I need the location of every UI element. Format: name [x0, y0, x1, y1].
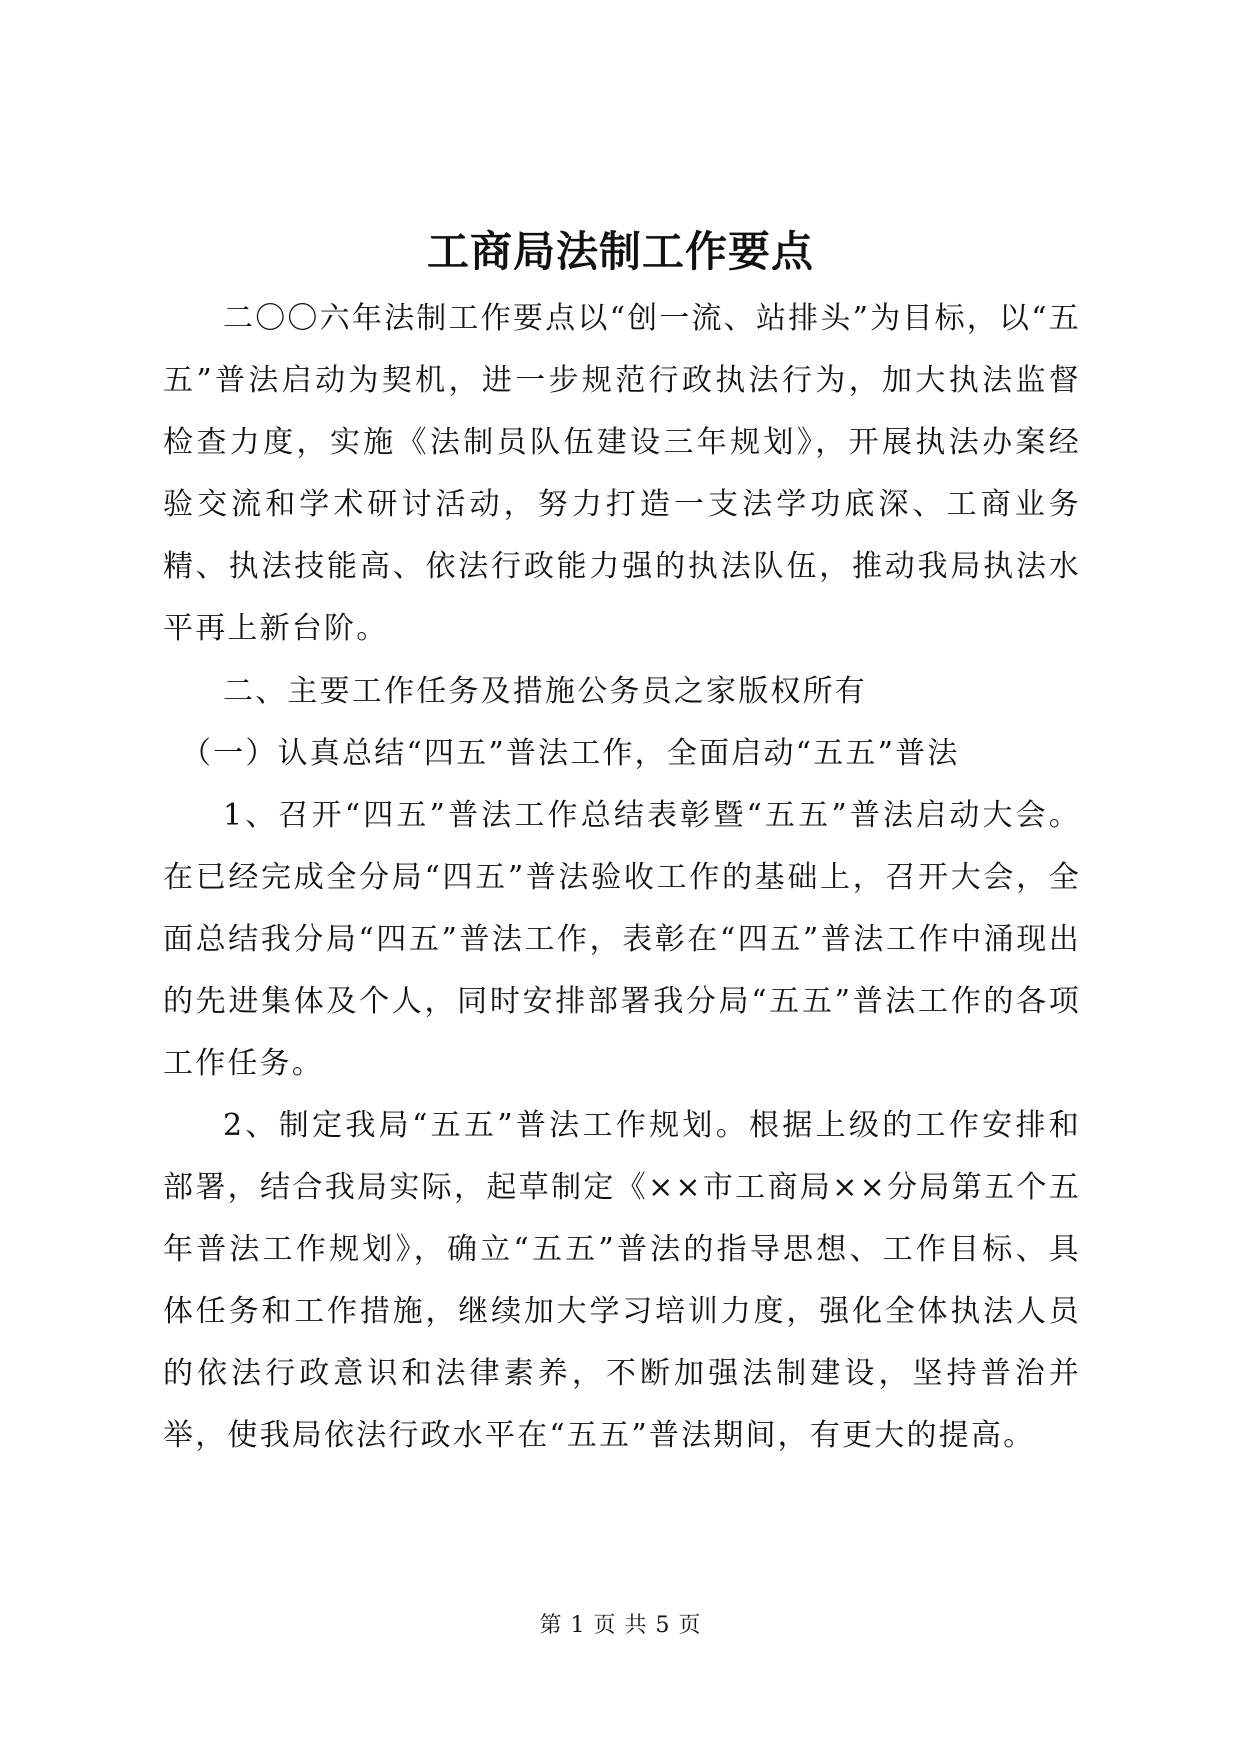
page-number-footer: 第 1 页 共 5 页 — [539, 1613, 702, 1638]
section-heading: 二、主要工作任务及措施公务员之家版权所有 — [223, 674, 867, 709]
item-paragraph-2: 2、制定我局“五五”普法工作规划。根据上级的工作安排和部署，结合我局实际，起草制定《××市工商局××分局第五个五年普法工作规划》，确立“五五”普法的指导思想、工作目标、具体任务和工作措施，继续加大学习培训力度，强化全体执法人员的依法行政意识和法律素养，不断加强法制建设，坚持普治并举，使我局依法行政水平在“五五”普法期间，有更大的提高。 — [163, 1108, 1081, 1453]
subsection-heading: （一）认真总结“四五”普法工作，全面启动“五五”普法 — [181, 736, 960, 771]
intro-paragraph: 二〇〇六年法制工作要点以“创一流、站排头”为目标，以“五五”普法启动为契机，进一步规范行政执法行为，加大执法监督检查力度，实施《法制员队伍建设三年规划》，开展执法办案经验交流和学术研讨活动，努力打造一支法学功底深、工商业务精、执法技能高、依法行政能力强的执法队伍，推动我局执法水平再上新台阶。 — [163, 301, 1081, 646]
document-body — [163, 288, 1081, 1467]
item-paragraph-1: 1、召开“四五”普法工作总结表彰暨“五五”普法启动大会。在已经完成全分局“四五”普法验收工作的基础上，召开大会，全面总结我分局“四五”普法工作，表彰在“四五”普法工作中涌现出的先进集体及个人，同时安排部署我分局“五五”普法工作的各项工作任务。 — [163, 798, 1081, 1081]
document-title: 工商局法制工作要点 — [426, 227, 814, 276]
